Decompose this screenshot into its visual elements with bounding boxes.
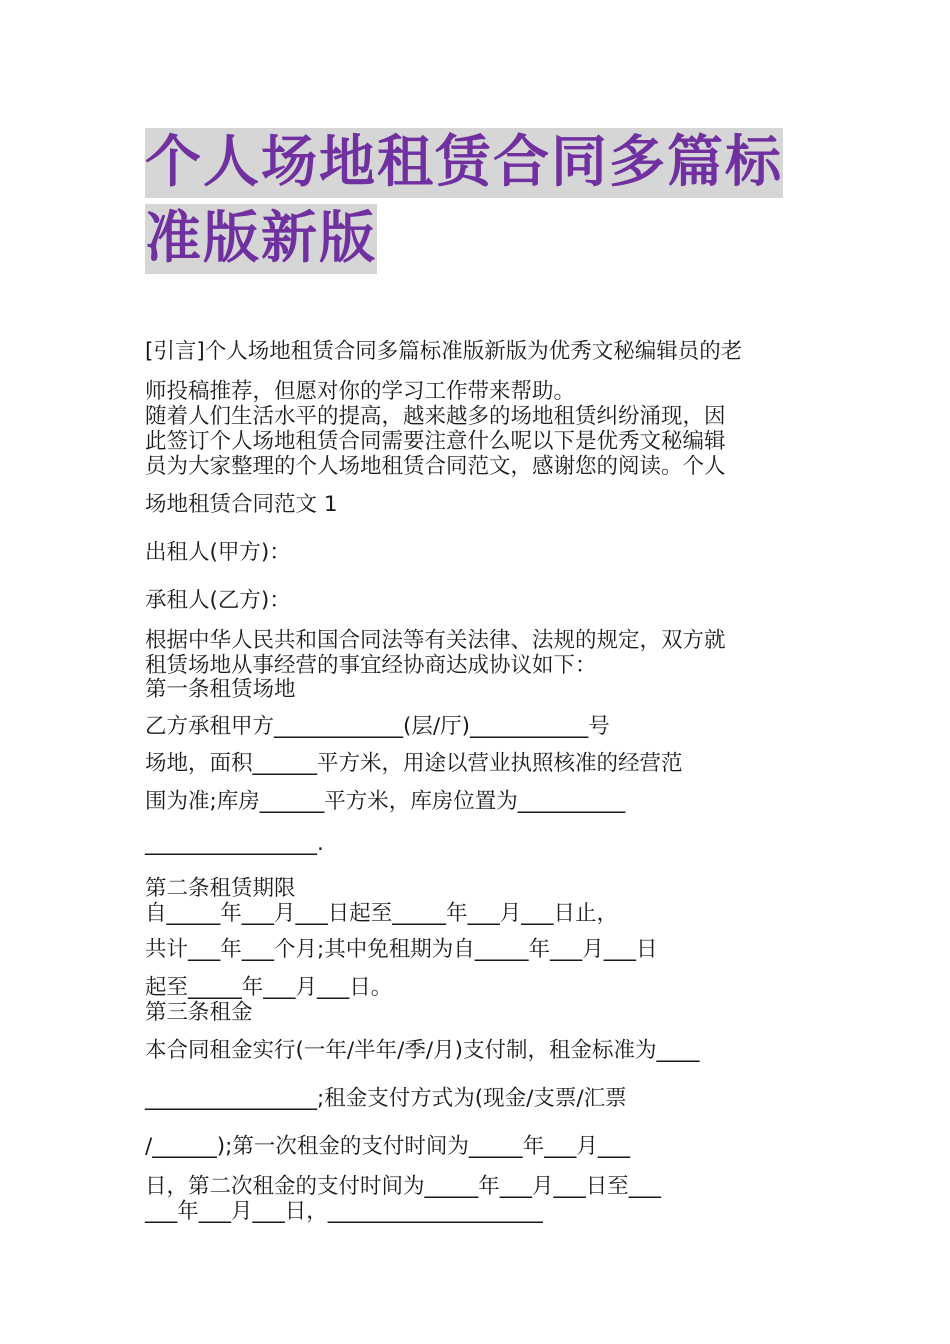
body-line: ________________;租金支付方式为(现金/支票/汇票: [145, 1086, 627, 1111]
title-line-1: 个人场地租赁合同多篇标: [145, 128, 783, 198]
section-heading: 第二条租赁期限: [145, 876, 296, 901]
body-line: 租赁场地从事经营的事宜经协商达成协议如下：: [145, 653, 597, 678]
body-line: 起至_____年___月___日。: [145, 975, 393, 1000]
body-line: 师投稿推荐，但愿对你的学习工作带来帮助。: [145, 379, 576, 404]
body-line: 围为准;库房______平方米，库房位置为__________: [145, 789, 626, 814]
body-line: 此签订个人场地租赁合同需要注意什么呢以下是优秀文秘编辑: [145, 429, 726, 454]
body-line: 场地租赁合同范文 1: [145, 492, 338, 517]
body-line: 乙方承租甲方____________(层/厅)___________号: [145, 714, 610, 739]
body-line: 员为大家整理的个人场地租赁合同范文，感谢您的阅读。个人: [145, 454, 726, 479]
document-title: [145, 128, 825, 274]
section-heading: 第三条租金: [145, 1000, 253, 1025]
body-line: /______);第一次租金的支付时间为_____年___月___: [145, 1134, 631, 1159]
body-line: 共计___年___个月;其中免租期为自_____年___月___日: [145, 937, 658, 962]
body-line: 出租人(甲方)：: [145, 540, 291, 565]
body-line: 本合同租金实行(一年/半年/季/月)支付制，租金标准为____: [145, 1038, 700, 1063]
body-line: 根据中华人民共和国合同法等有关法律、法规的规定，双方就: [145, 628, 726, 653]
body-line: 承租人(乙方)：: [145, 588, 291, 613]
title-line-2: 准版新版: [145, 204, 377, 274]
body-line: 自_____年___月___日起至_____年___月___日止，: [145, 901, 619, 926]
body-line: 场地，面积______平方米，用途以营业执照核准的经营范: [145, 751, 683, 776]
body-line: 随着人们生活水平的提高，越来越多的场地租赁纠纷涌现，因: [145, 404, 726, 429]
body-line: [引言]个人场地租赁合同多篇标准版新版为优秀文秘编辑员的老: [145, 339, 743, 364]
body-line: 日，第二次租金的支付时间为_____年___月___日至___: [145, 1174, 662, 1199]
body-line: ________________.: [145, 831, 324, 856]
body-line: ___年___月___日，____________________: [145, 1199, 543, 1224]
section-heading: 第一条租赁场地: [145, 677, 296, 702]
